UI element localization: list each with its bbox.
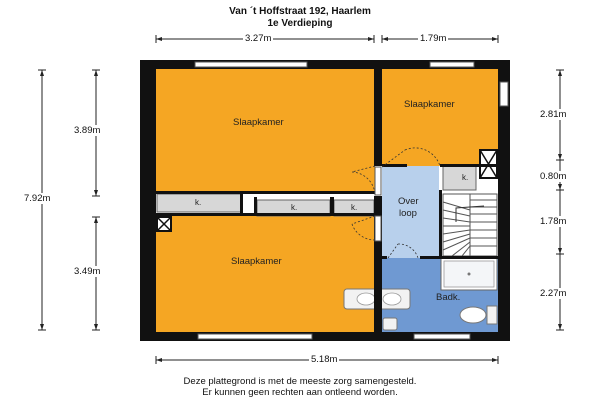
dim-top-right: 1.79m: [420, 33, 447, 44]
dim-right-1: 2.81m: [540, 109, 567, 120]
dim-left-total: 7.92m: [24, 193, 51, 204]
address-title: Van ´t Hoffstraat 192, Haarlem: [229, 6, 371, 17]
floor-title: 1e Verdieping: [267, 18, 333, 29]
dim-left-lower: 3.49m: [74, 266, 101, 277]
dim-bottom: 5.18m: [311, 354, 338, 365]
bedroom-bottom-area: [155, 216, 375, 333]
closet-label-left: k.: [195, 198, 202, 207]
shaft-left: [157, 217, 171, 231]
closet-stairs: [443, 166, 476, 190]
room-label-bedroom-bottom: Slaapkamer: [231, 256, 282, 267]
dim-right-3: 1.78m: [540, 216, 567, 227]
dim-right-2: 0.80m: [540, 171, 567, 182]
dim-right-4: 2.27m: [540, 288, 567, 299]
disclaimer-line-2: Er kunnen geen rechten aan ontleend worden.: [202, 387, 398, 398]
disclaimer-line-1: Deze plattegrond is met de meeste zorg samengesteld.: [183, 376, 417, 387]
room-label-bedroom-top-left: Slaapkamer: [233, 117, 284, 128]
room-label-landing-2: loop: [399, 208, 417, 219]
closet-label-mid: k.: [291, 203, 298, 212]
closet-label-stairs: k.: [462, 173, 469, 182]
room-label-bedroom-top-right: Slaapkamer: [404, 99, 455, 110]
bedroom-top-left-area: [155, 68, 375, 192]
washbasin-small: [383, 318, 397, 330]
closet-label-right: k.: [351, 203, 358, 212]
dim-left-upper: 3.89m: [74, 125, 101, 136]
room-label-bathroom: Badk.: [436, 292, 461, 303]
shower-tray: [441, 258, 497, 290]
toilet: [460, 306, 497, 324]
dim-top-left: 3.27m: [245, 33, 272, 44]
room-label-landing-1: Over: [398, 196, 419, 207]
